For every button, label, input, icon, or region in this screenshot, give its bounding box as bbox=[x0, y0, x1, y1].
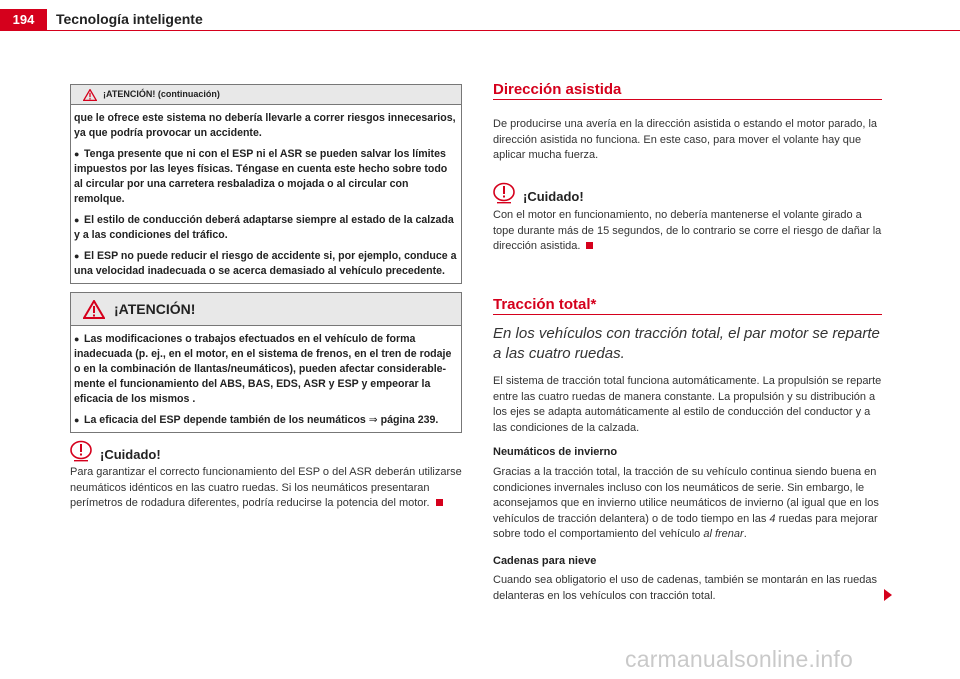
winter-text-part: Gracias a la tracción total, la tracción de su vehículo continua siendo buena en condiciones invernales incluso con los neumáticos de serie. Sin embargo, le aconsejamos que en invierno utilice neumáticos de invierno (al igual que en los vehículos de tracción delantera) o de todo tiempo en las bbox=[493, 466, 879, 525]
page-reference-link[interactable]: página 239. bbox=[380, 414, 439, 426]
winter-tires-heading: Neumáticos de invierno bbox=[493, 446, 618, 458]
end-marker-icon bbox=[436, 499, 443, 506]
winter-text-part: ruedas para mejorar sobre todo el comportamiento del vehículo bbox=[493, 512, 878, 540]
winter-tires-text bbox=[493, 465, 882, 543]
steering-text: De producirse una avería en la dirección asistida o estando el motor parado, la dirección asistida no funciona. En este caso, para mover el volante hay que aplicar mucha fuerza. bbox=[493, 118, 878, 161]
warning-continuation-box bbox=[70, 84, 462, 284]
chapter-title: Tecnología inteligente bbox=[56, 11, 203, 27]
warning-continuation-intro: que le ofrece este sistema no debería llevarle a correr riesgos innecesarios, ya que podría provocar un accidente. bbox=[74, 112, 456, 139]
warning-triangle-icon bbox=[83, 300, 105, 319]
watermark: carmanualsonline.info bbox=[625, 646, 853, 672]
page-number: 194 bbox=[0, 9, 47, 31]
page-header bbox=[0, 0, 960, 32]
end-marker-icon bbox=[586, 242, 593, 249]
warning-bullet: ● Tenga presente que ni con el ESP ni el ASR se pueden salvar los límites impuestos por las leyes físicas. Téngase en cuenta este hecho sobre todo al circular por una carretera resbaladiza o mojada o al circular con remolque. bbox=[74, 147, 458, 207]
warning-heading: ¡ATENCIÓN! bbox=[114, 300, 196, 317]
winter-text-italic: al frenar bbox=[703, 528, 744, 540]
warning-triangle-icon bbox=[83, 89, 97, 101]
caution-heading-text: ¡Cuidado! bbox=[523, 189, 584, 204]
warning-continuation-heading: ¡ATENCIÓN! (continuación) bbox=[103, 89, 220, 99]
caution-heading-right bbox=[493, 182, 584, 204]
winter-text-end: . bbox=[743, 528, 747, 540]
section-title-awd: Tracción total* bbox=[493, 296, 597, 313]
warning-bullet-text: La eficacia del ESP depende también de los neumáticos bbox=[84, 414, 366, 426]
snow-chains-text: Cuando sea obligatorio el uso de cadenas, también se montarán en las ruedas delanteras en los vehículos con tracción total. bbox=[493, 574, 878, 602]
warning-continuation-header bbox=[71, 85, 461, 105]
section-divider bbox=[493, 314, 882, 315]
section-divider bbox=[493, 99, 882, 100]
header-divider bbox=[47, 30, 960, 31]
caution-text-left bbox=[70, 465, 462, 512]
section-title-steering: Dirección asistida bbox=[493, 81, 622, 98]
warning-bullet: ● El estilo de conducción deberá adaptarse siempre al estado de la calzada y a las condiciones del tráfico. bbox=[74, 213, 458, 243]
next-page-arrow-icon[interactable] bbox=[884, 589, 892, 601]
page-reference-arrow: ⇒ bbox=[368, 414, 378, 426]
warning-bullet bbox=[74, 413, 458, 428]
snow-chains-heading: Cadenas para nieve bbox=[493, 555, 597, 567]
awd-intro: En los vehículos con tracción total, el par motor se reparte a las cuatro ruedas. bbox=[493, 325, 880, 362]
caution-icon bbox=[493, 182, 515, 204]
winter-wheel-count: 4 bbox=[769, 512, 776, 525]
warning-bullet: ● El ESP no puede reducir el riesgo de accidente si, por ejemplo, conduce a una velocidad inadecuada o se acerca demasiado al vehículo precedente. bbox=[74, 249, 458, 279]
warning-box bbox=[70, 292, 462, 433]
warning-bullet: ● Las modificaciones o trabajos efectuados en el vehículo de forma inadecuada (p. ej., en el motor, en el sistema de frenos, en el tren de rodaje o en la combinación de llantas/neumáticos), pueden afectar considerablemente el funcionamiento del ABS, BAS, EDS, ASR y ESP y empeorar la eficacia de los mismos . bbox=[74, 332, 458, 407]
awd-text: El sistema de tracción total funciona automáticamente. La propulsión se reparte entre las cuatro ruedas de manera constante. La propulsión y su distribución a los ejes se adapta automáticamente al estilo de conducción del conductor y a las condiciones de la calzada. bbox=[493, 375, 882, 434]
steering-caution-text bbox=[493, 208, 882, 255]
caution-heading-text: ¡Cuidado! bbox=[100, 447, 161, 462]
caution-icon bbox=[70, 440, 92, 462]
warning-header bbox=[71, 293, 461, 326]
caution-text: Para garantizar el correcto funcionamiento del ESP o del ASR deberán utilizarse neumáticos idénticos en las cuatro ruedas. Si los neumáticos presentaran perímetros de rodadura diferentes, podría reducirse la potencia del motor. bbox=[70, 466, 462, 509]
caution-heading-left bbox=[70, 440, 161, 462]
caution-text: Con el motor en funcionamiento, no debería mantenerse el volante girado a tope durante más de 15 segundos, de lo contrario se corre el riesgo de dañar la dirección asistida. bbox=[493, 209, 882, 252]
